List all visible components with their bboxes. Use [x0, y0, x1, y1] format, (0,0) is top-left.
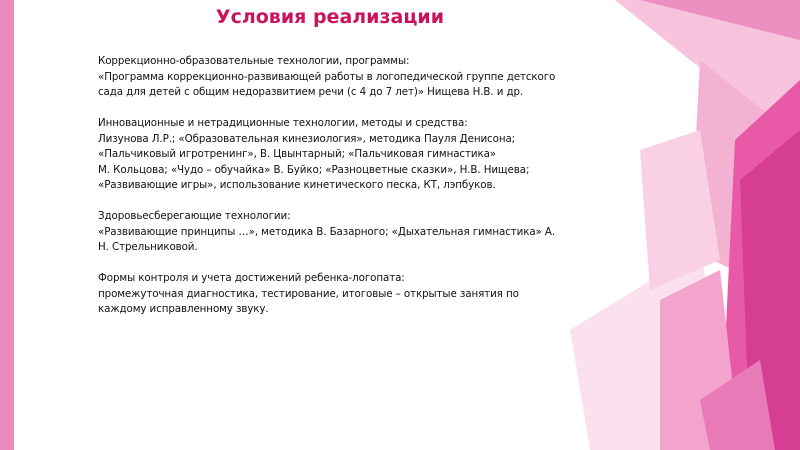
body-line: Формы контроля и учета достижений ребенка-логопата:	[98, 272, 405, 284]
body-line: сада для детей с общим недоразвитием речи (с 4 до 7 лет)» Нищева Н.В. и др.	[98, 86, 524, 98]
slide-body	[98, 54, 598, 318]
body-line: Н. Стрельниковой.	[98, 241, 198, 253]
body-line: промежуточная диагностика, тестирование, итоговые – открытые занятия по	[98, 287, 519, 300]
body-line: Коррекционно-образовательные технологии, программы:	[98, 55, 410, 67]
body-line	[98, 101, 598, 117]
body-line	[98, 256, 598, 272]
body-line: М. Кольцова; «Чудо – обучайка» В. Буйко; «Разноцветные сказки», Н.В. Нищева;	[98, 163, 530, 176]
body-line: каждому исправленному звуку.	[98, 303, 269, 315]
slide-title: Условия реализации	[215, 6, 445, 28]
body-line: «Развивающие игры», использование кинетического песка, КТ, лэпбуков.	[98, 179, 496, 191]
body-line: «Пальчиковый игротренинг», В. Цвынтарный; «Пальчиковая гимнастика»	[98, 148, 496, 160]
body-line: «Развивающие принципы …», методика В. Базарного; «Дыхательная гимнастика» А.	[98, 225, 556, 238]
body-line: «Программа коррекционно-развивающей работы в логопедической группе детского	[98, 70, 556, 83]
body-line: Здоровьесберегающие технологии:	[98, 210, 291, 222]
body-line	[98, 194, 598, 210]
body-line: Лизунова Л.Р.; «Образовательная кинезиология», методика Пауля Денисона;	[98, 132, 516, 145]
body-line: Инновационные и нетрадиционные технологии, методы и средства:	[98, 117, 468, 129]
